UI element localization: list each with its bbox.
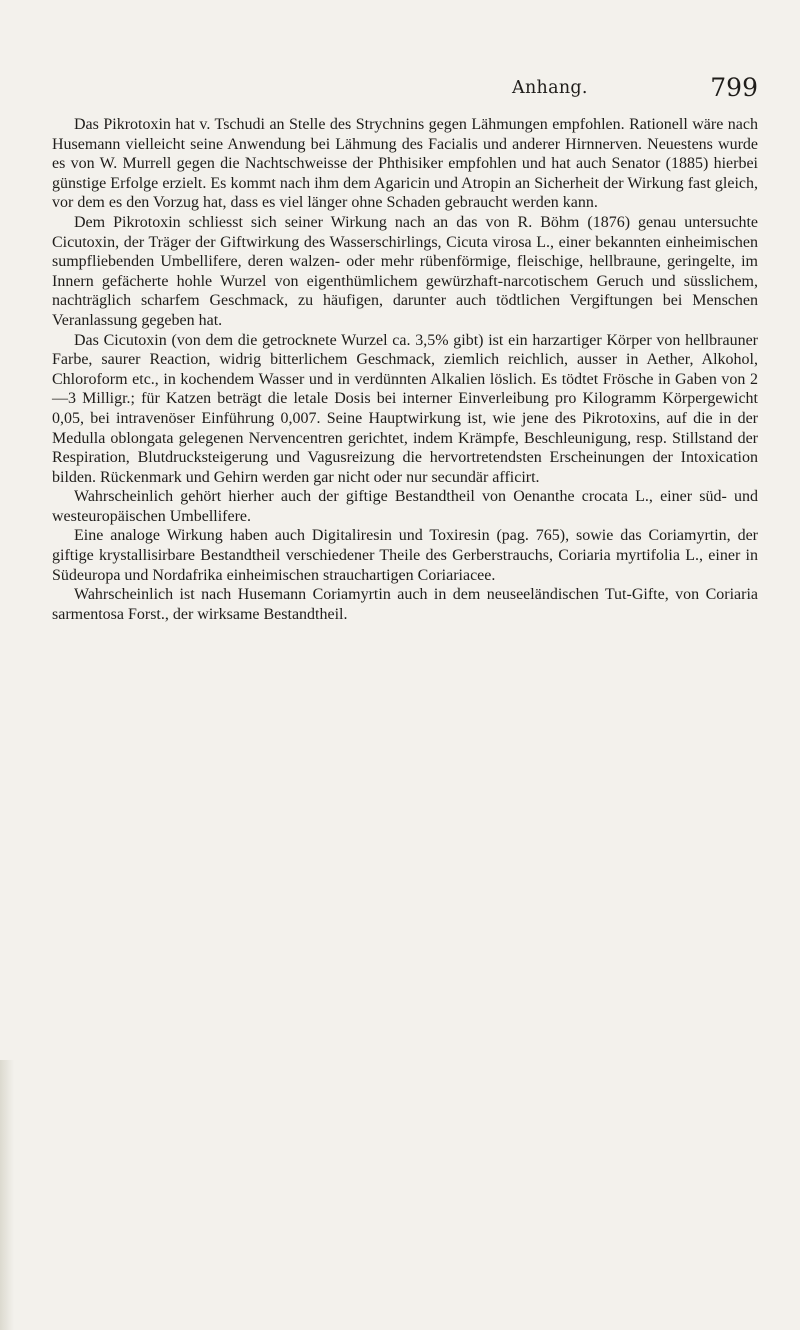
paragraph-oenanthe: Wahrscheinlich gehört hierher auch der giftige Bestandtheil von Oenanthe crocata L., einer süd- und westeuropäischen Umbellifere.: [52, 488, 758, 525]
paragraph-cicutoxin-intro: Dem Pikrotoxin schliesst sich seiner Wirkung nach an das von R. Böhm (1876) genau untersuchte Cicutoxin, der Träger der Giftwirkung des Wasserschirlings, Cicuta virosa L., einer bekannten einheimischen sumpfliebenden Umbellifere, deren walzen- oder mehr rübenförmige, fleischige, hellbraune, geringelte, im Innern gefächerte hohle Wurzel von eigenthümlichem gewürzhaft-narcotischem Geruch und süsslichem, nachträglich scharfem Geschmack, zu häufigen, darunter auch tödtlichen Vergiftungen bei Menschen Veranlassung gegeben hat.: [52, 213, 758, 329]
paragraph-pikrotoxin-use: Das Pikrotoxin hat v. Tschudi an Stelle des Strychnins gegen Lähmungen empfohlen. Rationell wäre nach Husemann vielleicht seine Anwendung bei Lähmung des Facialis und anderer Hirnnerven. Neuestens wurde es von W. Murrell gegen die Nachtschweisse der Phthisiker empfohlen und hat auch Senator (1885) hierbei günstige Erfolge erzielt. Es kommt nach ihm dem Agaricin und Atropin an Sicherheit der Wirkung fast gleich, vor dem es den Vorzug hat, dass es viel länger ohne Schaden gebraucht werden kann.: [52, 116, 758, 212]
running-head: Anhang.: [512, 78, 588, 98]
page-header: [52, 74, 758, 106]
paragraph-cicutoxin-properties: Das Cicutoxin (von dem die getrocknete Wurzel ca. 3,5% gibt) ist ein harzartiger Körper von hellbrauner Farbe, saurer Reaction, widrig bitterlichem Geschmack, ziemlich reichlich, ausser in Aether, Alkohol, Chloroform etc., in kochendem Wasser und in verdünnten Alkalien löslich. Es tödtet Frösche in Gaben von 2—3 Milligr.; für Katzen beträgt die letale Dosis bei interner Einverleibung pro Kilogramm Körpergewicht 0,05, bei intravenöser Einführung 0,007. Seine Hauptwirkung ist, wie jene des Pikrotoxins, auf die in der Medulla oblongata gelegenen Nervencentren gerichtet, indem Krämpfe, Beschleunigung, resp. Stillstand der Respiration, Blutdrucksteigerung und Vagusreizung die hervortretendsten Erscheinungen der Intoxication bilden. Rückenmark und Gehirn werden gar nicht oder nur secundär afficirt.: [52, 331, 758, 486]
page-number: 799: [710, 73, 758, 102]
paragraph-coriamyrtin: Eine analoge Wirkung haben auch Digitaliresin und Toxiresin (pag. 765), sowie das Coriamyrtin, der giftige krystallisirbare Bestandtheil verschiedener Theile des Gerberstrauchs, Coriaria myrtifolia L., einer in Südeuropa und Nordafrika einheimischen strauchartigen Coriariacee.: [52, 527, 758, 584]
body-text: [52, 115, 758, 624]
paragraph-tut-gift: Wahrscheinlich ist nach Husemann Coriamyrtin auch in dem neuseeländischen Tut-Gifte, von Coriaria sarmentosa Forst., der wirksame Bestandtheil.: [52, 586, 758, 623]
scan-edge-shadow: [0, 1060, 14, 1330]
